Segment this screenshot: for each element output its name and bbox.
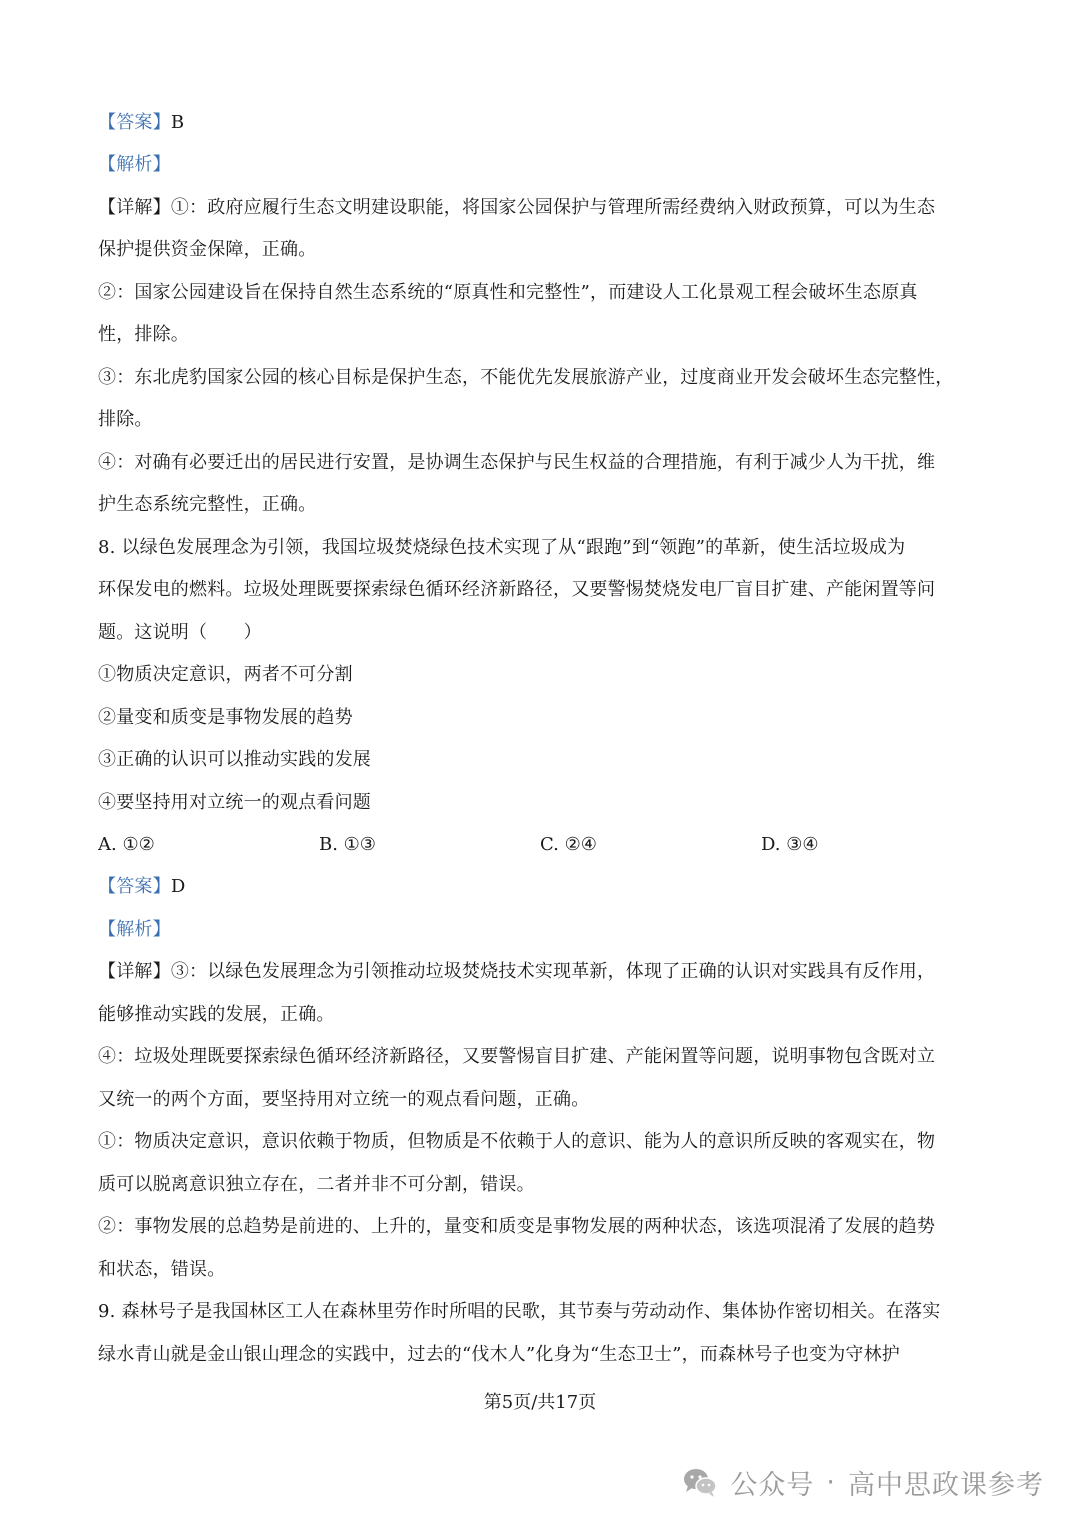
answer-line-8 — [98, 874, 988, 900]
watermark-prefix: 公众号 — [730, 1469, 815, 1501]
detail-line: 性，排除。 — [98, 324, 189, 345]
answer-line-7 — [98, 110, 988, 136]
option-a: A. ①② — [98, 834, 155, 855]
statement-item: ①物质决定意识，两者不可分割 — [98, 664, 353, 685]
analysis-label-8 — [98, 917, 988, 943]
watermark — [682, 1462, 1044, 1502]
detail-line: 质可以脱离意识独立存在，二者并非不可分割，错误。 — [98, 1174, 535, 1195]
detail-line: 又统一的两个方面，要坚持用对立统一的观点看问题，正确。 — [98, 1089, 590, 1110]
answer-label: 【答案】 — [98, 876, 171, 897]
detail-line: ①：物质决定意识，意识依赖于物质，但物质是不依赖于人的意识、能为人的意识所反映的客观实在，物 — [98, 1131, 936, 1152]
question-stem-line: 8. 以绿色发展理念为引领，我国垃圾焚烧绿色技术实现了从“跟跑”到“领跑”的革新，使生活垃圾成为 — [98, 537, 906, 558]
answer-label: 【答案】 — [98, 112, 171, 133]
analysis-label: 【解析】 — [98, 919, 171, 940]
detail-line: 能够推动实践的发展，正确。 — [98, 1004, 335, 1025]
watermark-name: 高中思政课参考 — [848, 1469, 1044, 1501]
analysis-label: 【解析】 — [98, 154, 171, 175]
question-stem-line: 9. 森林号子是我国林区工人在森林里劳作时所唱的民歌，其节奏与劳动动作、集体协作密切相关。在落实 — [98, 1301, 941, 1322]
detail-line: 护生态系统完整性，正确。 — [98, 494, 317, 515]
detail-line: ②：事物发展的总趋势是前进的、上升的，量变和质变是事物发展的两种状态，该选项混淆了发展的趋势 — [98, 1216, 936, 1237]
question-stem-line: 题。这说明（ ） — [98, 622, 262, 643]
detail-label: 【详解】 — [98, 961, 171, 982]
statement-item: ③正确的认识可以推动实践的发展 — [98, 749, 371, 770]
watermark-separator: · — [826, 1466, 836, 1498]
detail-line: 保护提供资金保障，正确。 — [98, 239, 317, 260]
option-b: B. ①③ — [319, 834, 376, 855]
question-stem-line: 环保发电的燃料。垃圾处理既要探索绿色循环经济新路径，又要警惕焚烧发电厂盲目扩建、产能闲置等问 — [98, 579, 936, 600]
page-number: 第5页/共17页 — [483, 1392, 597, 1413]
detail-line — [98, 959, 988, 985]
detail-line: ④：对确有必要迁出的居民进行安置，是协调生态保护与民生权益的合理措施，有利于减少人为干扰，维 — [98, 452, 936, 473]
detail-text: ③：以绿色发展理念为引领推动垃圾焚烧技术实现革新，体现了正确的认识对实践具有反作用， — [170, 961, 936, 982]
answer-value: B — [170, 112, 185, 133]
detail-text: ①：政府应履行生态文明建设职能，将国家公园保护与管理所需经费纳入财政预算，可以为生态 — [170, 197, 936, 218]
detail-line: ②：国家公园建设旨在保持自然生态系统的“原真性和完整性”，而建设人工化景观工程会破坏生态原真 — [98, 282, 918, 303]
detail-line — [98, 195, 988, 221]
statement-item: ④要坚持用对立统一的观点看问题 — [98, 792, 371, 813]
wechat-icon — [682, 1466, 718, 1498]
statement-item: ②量变和质变是事物发展的趋势 — [98, 707, 353, 728]
answer-value: D — [170, 876, 186, 897]
question-stem-line: 绿水青山就是金山银山理念的实践中，过去的“伐木人”化身为“生态卫士”，而森林号子也变为守林护 — [98, 1344, 901, 1365]
detail-line: ④：垃圾处理既要探索绿色循环经济新路径，又要警惕盲目扩建、产能闲置等问题，说明事物包含既对立 — [98, 1046, 936, 1067]
option-c: C. ②④ — [540, 834, 597, 855]
option-d: D. ③④ — [761, 834, 819, 855]
analysis-label-7 — [98, 152, 988, 178]
detail-label: 【详解】 — [98, 197, 171, 218]
detail-line: ③：东北虎豹国家公园的核心目标是保护生态，不能优先发展旅游产业，过度商业开发会破坏生态完整性， — [98, 367, 954, 388]
detail-line: 排除。 — [98, 409, 153, 430]
detail-line: 和状态，错误。 — [98, 1259, 226, 1280]
